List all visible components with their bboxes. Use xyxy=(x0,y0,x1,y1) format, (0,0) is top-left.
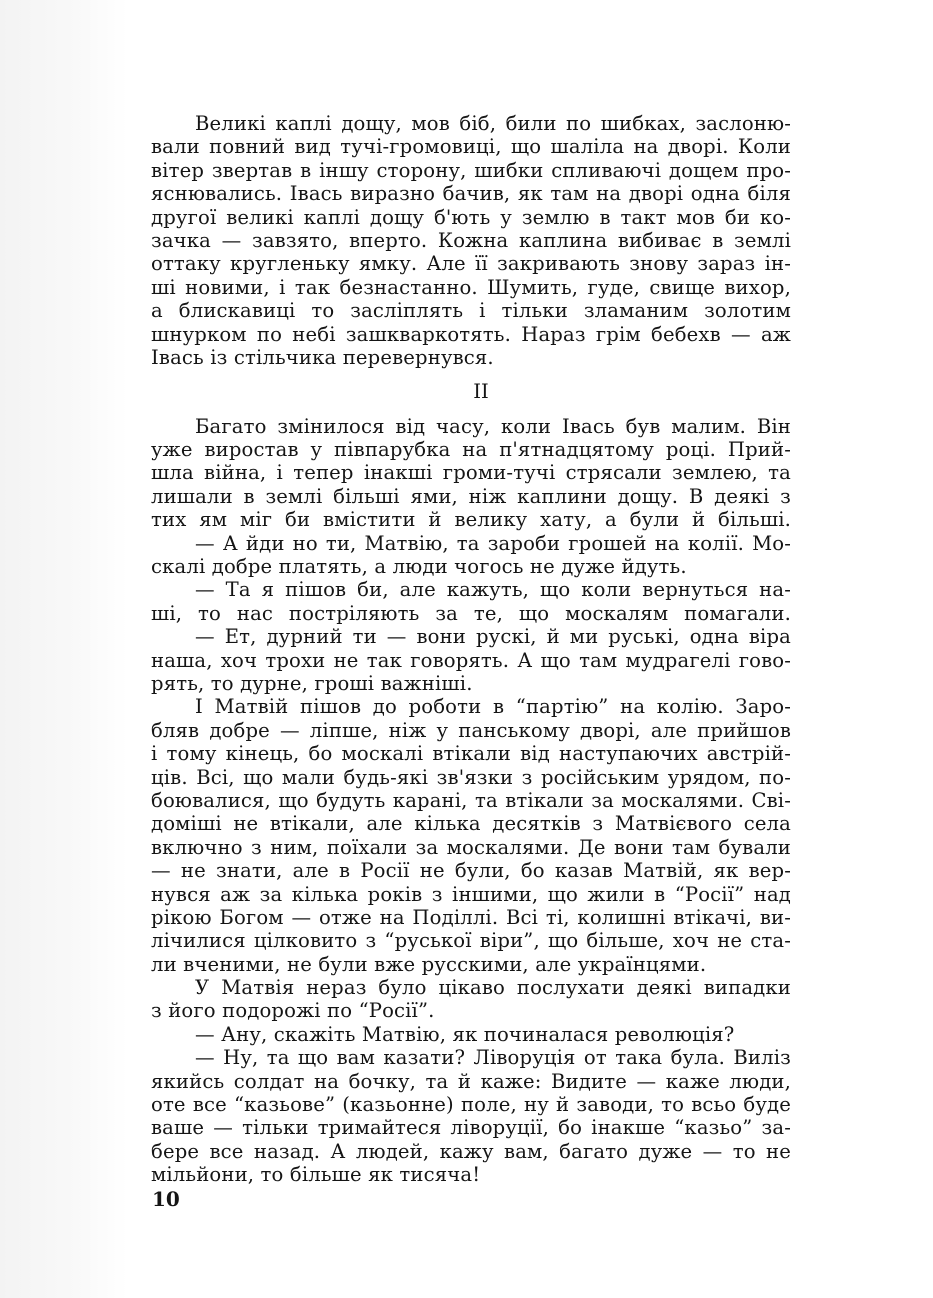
text-line: якийсь солдат на бочку, та й каже: Видите — каже люди, xyxy=(151,1069,791,1093)
section-heading: II xyxy=(473,380,489,404)
text-line: — Ну, та що вам казати? Ліворуція от така була. Виліз xyxy=(195,1046,791,1070)
text-line: другої великі каплі дощу б'ють у землю в такт мов би ко- xyxy=(151,205,791,229)
text-line: рікою Богом — отже на Поділлі. Всі ті, колишні втікачі, ви- xyxy=(151,905,791,929)
text-line: включно з ним, поїхали за москалями. Де вони там бували xyxy=(151,835,791,859)
text-line: ців. Всі, що мали будь-які зв'язки з російським урядом, по- xyxy=(151,765,791,789)
text-line: — Ану, скажіть Матвію, як починалася революція? xyxy=(195,1022,735,1046)
text-line: оте все “казьове” (казьонне) поле, ну й заводи, то всьо буде xyxy=(151,1093,791,1117)
paragraph-9 xyxy=(151,1046,791,1186)
text-line: шнурком по небі зашкваркотять. Нараз грім бебехв — аж xyxy=(151,322,791,346)
text-line: — не знати, але в Росії не були, бо казав Матвій, як вер- xyxy=(151,859,791,883)
text-line: з його подорожі по “Росії”. xyxy=(151,999,435,1023)
paragraph-4 xyxy=(151,578,791,625)
text-line: шла війна, і тепер інакші громи-тучі стрясали землею, та xyxy=(151,461,791,485)
text-line: нувся аж за кілька років з іншими, що жили в “Росії” над xyxy=(151,882,791,906)
text-line: — А йди но ти, Матвію, та зароби грошей на колії. Мо- xyxy=(195,531,791,555)
text-line: а блискавиці то засліплять і тільки зламаним золотим xyxy=(151,299,791,323)
paragraph-3 xyxy=(151,532,791,579)
text-line: наша, хоч трохи не так говорять. А що там мудрагелі гово- xyxy=(151,648,791,672)
text-line: яснювались. Івась виразно бачив, як там на дворі одна біля xyxy=(151,182,791,206)
page-text xyxy=(151,112,791,1187)
text-line: оттаку кругленьку ямку. Але її закривають знову зараз ін- xyxy=(151,252,791,276)
paragraph-8 xyxy=(151,1023,791,1046)
paragraph-7 xyxy=(151,976,791,1023)
text-line: лічилися цілковито з “руської віри”, що більше, хоч не ста- xyxy=(151,929,791,953)
text-line: І Матвій пішов до роботи в “партію” на колію. Заро- xyxy=(195,695,791,719)
text-line: Великі каплі дощу, мов біб, били по шибках, заслоню- xyxy=(195,112,791,135)
text-line: — Та я пішов би, але кажуть, що коли вернуться на- xyxy=(195,578,791,602)
paragraph-2 xyxy=(151,415,791,532)
text-line: тих ям міг би вмістити й велику хату, а були й більші. xyxy=(151,508,791,532)
text-line: ваше — тільки тримайтеся ліворуції, бо інакше “казьо” за- xyxy=(151,1116,791,1140)
text-line: вітер звертав в іншу сторону, шибки спливаючі дощем про- xyxy=(151,158,791,182)
scan-shadow xyxy=(0,0,128,1298)
text-line: ші, то нас постріляють за те, що москалям помагали. xyxy=(151,601,791,625)
text-line: Багато змінилося від часу, коли Івась був малим. Він xyxy=(195,414,791,438)
text-line: Івась із стільчика перевернувся. xyxy=(151,345,494,369)
text-line: боювалися, що будуть карані, та втікали за москалями. Сві- xyxy=(151,788,791,812)
text-line: лишали в землі більші ями, ніж каплини дощу. В деякі з xyxy=(151,484,791,508)
text-line: бляв добре — ліпше, ніж у панському дворі, але прийшов xyxy=(151,718,791,742)
page-number: 10 xyxy=(152,1187,180,1211)
text-line: і тому кінець, бо москалі втікали від наступаючих австрій- xyxy=(151,742,791,766)
text-line: ли вченими, не були вже русскими, але українцями. xyxy=(151,952,707,976)
paragraph-6 xyxy=(151,695,791,976)
text-line: У Матвія нераз було цікаво послухати деякі випадки xyxy=(195,976,791,1000)
text-line: — Ет, дурний ти — вони рускі, й ми руські, одна віра xyxy=(195,625,791,649)
text-line: уже виростав у півпарубка на п'ятнадцятому році. Прий- xyxy=(151,438,791,462)
paragraph-5 xyxy=(151,625,791,695)
paragraph-1 xyxy=(151,112,791,369)
text-line: рять, то дурне, гроші важніші. xyxy=(151,671,473,695)
text-line: доміші не втікали, але кілька десятків з Матвієвого села xyxy=(151,812,791,836)
text-line: ші новими, і так безнастанно. Шумить, гуде, свище вихор, xyxy=(151,275,791,299)
text-line: вали повний вид тучі-громовиці, що шаліла на дворі. Коли xyxy=(151,135,791,159)
text-line: скалі добре платять, а люди чогось не дуже йдуть. xyxy=(151,555,687,579)
text-line: мільйони, то більше як тисяча! xyxy=(151,1163,481,1187)
text-line: бере все назад. А людей, кажу вам, багато дуже — то не xyxy=(151,1139,791,1163)
text-line: зачка — завзято, вперто. Кожна каплина вибиває в землі xyxy=(151,228,791,252)
